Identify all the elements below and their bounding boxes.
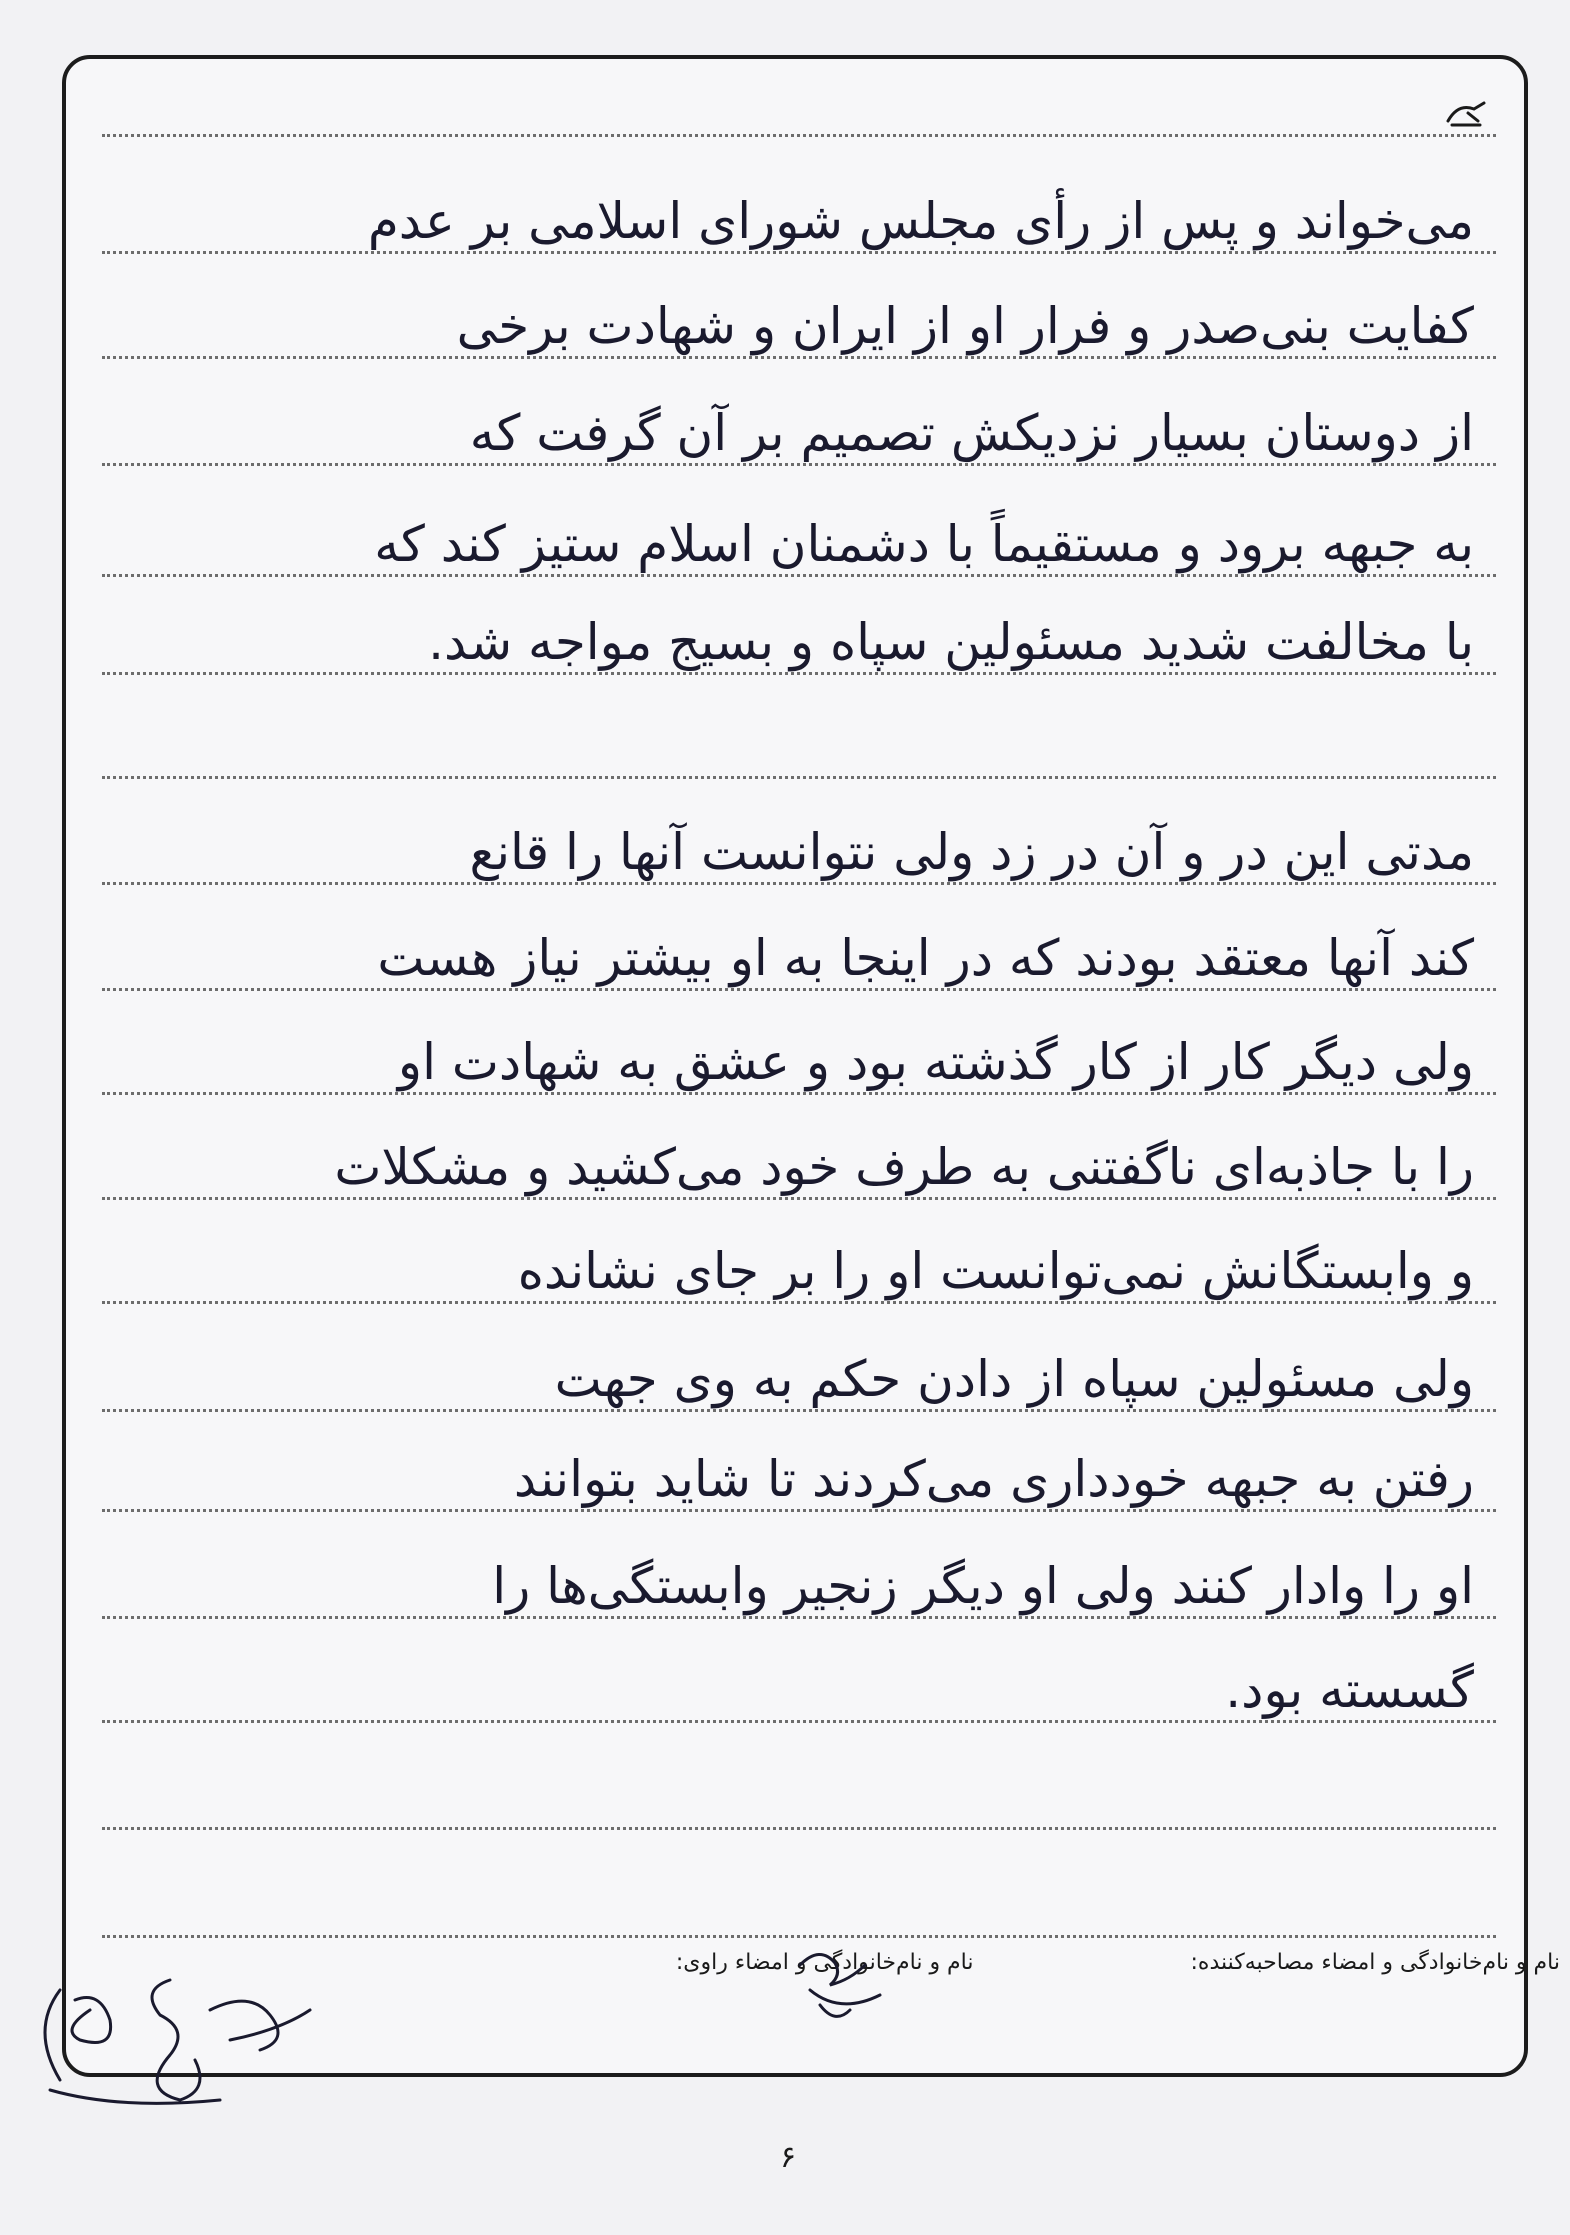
ruled-line — [102, 1935, 1496, 1938]
ruled-line — [102, 1409, 1496, 1412]
handwritten-line: گسسته بود. — [1225, 1661, 1474, 1719]
ruled-line — [102, 463, 1496, 466]
handwritten-line: و وابستگانش نمی‌توانست او را بر جای نشانده — [517, 1242, 1474, 1300]
handwritten-line: ولی دیگر کار از کار گذشته بود و عشق به شهادت او — [397, 1033, 1474, 1091]
ruled-line — [102, 1720, 1496, 1723]
ruled-line — [102, 1827, 1496, 1830]
handwritten-line: کند آنها معتقد بودند که در اینجا به او بیشتر نیاز هست — [377, 929, 1474, 987]
pen-writing-icon — [1444, 99, 1490, 129]
ruled-line — [102, 134, 1496, 137]
ruled-line — [102, 574, 1496, 577]
handwritten-line: می‌خواند و پس از رأی مجلس شورای اسلامی بر عدم — [367, 192, 1474, 250]
ruled-line — [102, 672, 1496, 675]
handwritten-line: رفتن به جبهه خودداری می‌کردند تا شاید بتوانند — [513, 1450, 1474, 1508]
ruled-line — [102, 1301, 1496, 1304]
ruled-line — [102, 1616, 1496, 1619]
interviewer-signature-label: نام و نام‌خانوادگی و امضاء مصاحبه‌کننده: — [1190, 1950, 1560, 1975]
ruled-line — [102, 882, 1496, 885]
page-number: ۶ — [780, 2140, 797, 2175]
ruled-line — [102, 356, 1496, 359]
handwritten-line: به جبهه برود و مستقیماً با دشمنان اسلام ستیز کند که — [374, 515, 1474, 573]
narrator-signature-label: نام و نام‌خانوادگی و امضاء راوی: — [675, 1950, 974, 1975]
narrator-signature — [20, 1970, 320, 2120]
page-frame — [62, 55, 1528, 2077]
footer-signature-labels — [250, 1950, 1560, 1975]
interviewer-signature — [780, 1945, 900, 2035]
ruled-line — [102, 776, 1496, 779]
ruled-line — [102, 251, 1496, 254]
ruled-line — [102, 1509, 1496, 1512]
ruled-line — [102, 1092, 1496, 1095]
handwritten-line: ولی مسئولین سپاه از دادن حکم به وی جهت — [554, 1350, 1474, 1408]
handwritten-line: با مخالفت شدید مسئولین سپاه و بسیج مواجه شد. — [428, 613, 1474, 671]
ruled-line — [102, 1197, 1496, 1200]
handwritten-line: را با جاذبه‌ای ناگفتنی به طرف خود می‌کشید و مشکلات — [334, 1138, 1474, 1196]
handwritten-line: کفایت بنی‌صدر و فرار او از ایران و شهادت برخی — [456, 297, 1474, 355]
ruled-line — [102, 988, 1496, 991]
handwritten-line: او را وادار کنند ولی او دیگر زنجیر وابستگی‌ها را — [492, 1557, 1474, 1615]
handwritten-line: مدتی این در و آن در زد ولی نتوانست آنها را قانع — [469, 823, 1474, 881]
handwritten-line: از دوستان بسیار نزدیکش تصمیم بر آن گرفت که — [469, 404, 1474, 462]
